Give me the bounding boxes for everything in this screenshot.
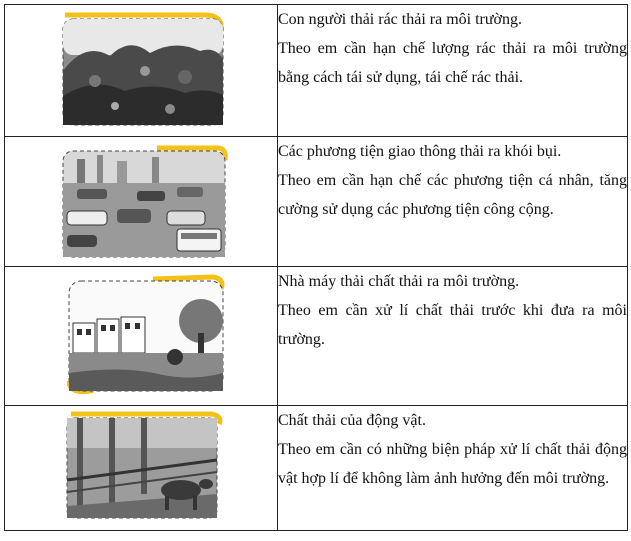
- solution-text: Theo em cần hạn chế các phương tiện cá nhân, tăng cường sử dụng các phương tiện công cộng.: [278, 172, 627, 218]
- text-cell: [278, 5, 628, 137]
- animal-barn-image: [61, 410, 225, 522]
- caption-text: Con người thải rác thải ra môi trường.: [278, 11, 522, 28]
- image-cell: [5, 406, 278, 531]
- solution-text: Theo em cần hạn chế lượng rác thải ra môi trường bằng cách tái sử dụng, tái chế rác thải.: [278, 40, 627, 86]
- image-cell: [5, 267, 278, 406]
- caption-text: Các phương tiện giao thông thải ra khói bụi.: [278, 143, 562, 160]
- caption-text: Chất thải của động vật.: [278, 412, 426, 429]
- traffic-smoke-image: [57, 145, 229, 261]
- image-cell: [5, 137, 278, 267]
- caption-text: Nhà máy thải chất thải ra môi trường.: [278, 273, 520, 290]
- solution-text: Theo em cần có những biện pháp xử lí chất thải động vật hợp lí để không làm ảnh hưởng đến môi trường.: [278, 441, 627, 487]
- text-cell: [278, 137, 628, 267]
- garbage-dump-image: [55, 11, 225, 129]
- image-cell: [5, 5, 278, 137]
- solution-text: Theo em cần xử lí chất thải trước khi đưa ra môi trường.: [278, 302, 627, 348]
- pollution-table: [4, 4, 628, 531]
- table-row: [5, 137, 628, 267]
- factory-waste-image: [63, 273, 229, 397]
- table-row: [5, 406, 628, 531]
- text-cell: [278, 267, 628, 406]
- text-cell: [278, 406, 628, 531]
- table-row: [5, 267, 628, 406]
- table-row: [5, 5, 628, 137]
